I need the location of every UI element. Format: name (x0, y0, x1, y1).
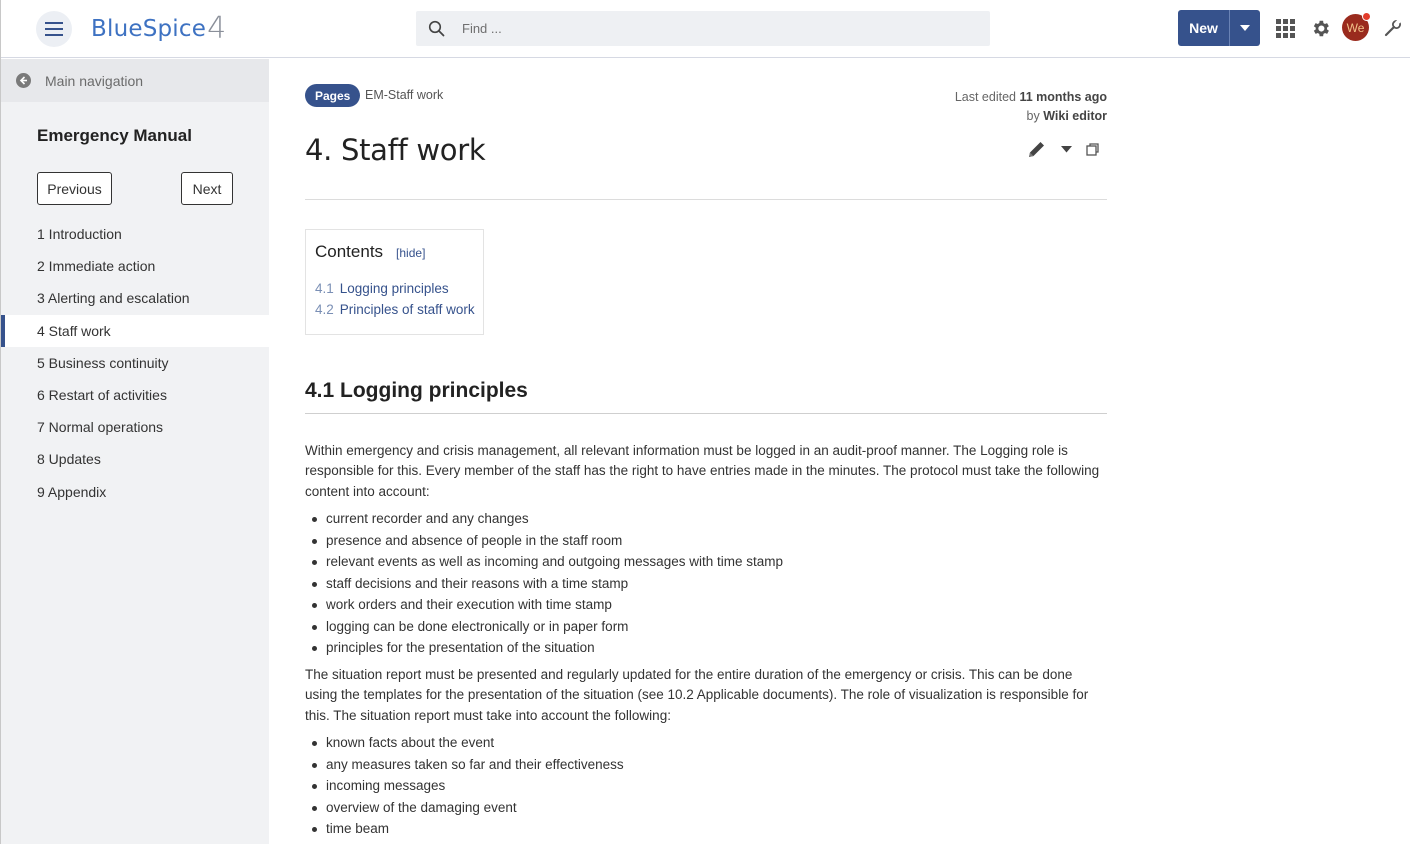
section-heading: 4.1 Logging principles (305, 379, 528, 402)
logo[interactable] (91, 12, 226, 46)
table-of-contents (305, 229, 484, 335)
pages-badge[interactable]: Pages (305, 84, 360, 107)
sidebar-item-introduction[interactable]: 1 Introduction (37, 226, 122, 243)
toc-item-number: 4.1 (315, 281, 334, 296)
toc-hide-link[interactable]: [hide] (396, 246, 426, 260)
sidebar-item-staff-work[interactable]: 4 Staff work (1, 315, 269, 347)
avatar[interactable] (1342, 14, 1369, 41)
sidebar-item-business-continuity[interactable]: 5 Business continuity (37, 354, 169, 371)
wrench-icon[interactable] (1382, 17, 1404, 39)
apps-grid-icon[interactable] (1274, 17, 1296, 39)
list-item: relevant events as well as incoming and outgoing messages with time stamp (305, 551, 1105, 573)
list-item: current recorder and any changes (305, 508, 1105, 530)
sidebar-item-alerting-and-escalation[interactable]: 3 Alerting and escalation (37, 290, 190, 307)
toc-item-logging-principles[interactable] (315, 281, 449, 296)
list-item: any measures taken so far and their effectiveness (305, 754, 1105, 776)
sidebar-item-normal-operations[interactable]: 7 Normal operations (37, 419, 164, 436)
expand-icon[interactable] (1086, 143, 1099, 156)
new-dropdown-icon[interactable] (1229, 10, 1260, 46)
notification-dot (1362, 12, 1371, 21)
main-navigation-label: Main navigation (45, 72, 144, 89)
top-bar (0, 0, 1410, 58)
avatar-initials: We (1346, 20, 1365, 35)
list-item: presence and absence of people in the staff room (305, 530, 1105, 552)
previous-button[interactable]: Previous (37, 172, 112, 205)
by-prefix: by (1026, 109, 1040, 123)
breadcrumb[interactable]: EM-Staff work (365, 88, 444, 102)
toc-item-principles-of-staff-work[interactable] (315, 302, 475, 317)
main-navigation-toggle[interactable] (1, 59, 269, 102)
last-edited-prefix: Last edited (954, 90, 1016, 104)
title-divider (305, 199, 1107, 200)
logo-word: BlueSpice (91, 16, 207, 42)
paragraph: The situation report must be presented and regularly updated for the entire duration of the emergency or crisis. This can be done using the templates for the presentation of the situation (see 10.2 Applicable documents). The role of visualization is responsible for this. The situation report must take into account the following: (305, 667, 1089, 723)
sidebar-item-appendix[interactable]: 9 Appendix (37, 483, 107, 500)
page-actions (1026, 139, 1099, 160)
list-item: staff decisions and their reasons with a time stamp (305, 573, 1105, 595)
page-title: 4. Staff work (305, 133, 486, 167)
sidebar-item-restart-of-activities[interactable]: 6 Restart of activities (37, 387, 167, 404)
sidebar (1, 59, 269, 844)
bullet-list (305, 732, 1105, 840)
search-icon[interactable] (418, 11, 454, 46)
new-button[interactable] (1178, 10, 1260, 46)
list-item: work orders and their execution with time stamp (305, 594, 1105, 616)
last-edited-time[interactable]: 11 months ago (1019, 90, 1107, 104)
list-item: incoming messages (305, 775, 1105, 797)
sidebar-item-immediate-action[interactable]: 2 Immediate action (37, 258, 156, 275)
next-button[interactable]: Next (181, 172, 233, 205)
menu-icon[interactable] (36, 11, 72, 47)
editor-name[interactable]: Wiki editor (1043, 109, 1107, 123)
chapter-list (1, 218, 269, 508)
pencil-icon[interactable] (1026, 139, 1047, 160)
last-edited-info (955, 88, 1107, 126)
back-arrow-icon (16, 73, 31, 88)
chevron-down-icon[interactable] (1061, 146, 1072, 153)
book-title: Emergency Manual (37, 126, 192, 145)
list-item: time beam (305, 818, 1105, 840)
toc-item-label: Principles of staff work (339, 302, 475, 317)
new-button-label: New (1189, 20, 1218, 36)
gear-icon[interactable] (1309, 17, 1331, 39)
search-input[interactable] (462, 21, 962, 36)
list-item: known facts about the event (305, 732, 1105, 754)
toc-item-number: 4.2 (315, 302, 334, 317)
list-item: logging can be done electronically or in paper form (305, 616, 1105, 638)
logo-version: 4 (207, 11, 227, 46)
toc-heading: Contents (315, 242, 384, 261)
list-item: overview of the damaging event (305, 797, 1105, 819)
paragraph: Within emergency and crisis management, all relevant information must be logged in an audit-proof manner. The Logging role is responsible for this. Every member of the staff has the right to have entries made in the minutes. The protocol must take the following content into account: (305, 443, 1100, 499)
list-item: principles for the presentation of the situation (305, 637, 1105, 659)
section-divider (305, 413, 1107, 414)
search-bar[interactable] (416, 11, 990, 46)
bullet-list (305, 508, 1105, 659)
sidebar-item-updates[interactable]: 8 Updates (37, 451, 101, 468)
toc-item-label: Logging principles (339, 281, 449, 296)
